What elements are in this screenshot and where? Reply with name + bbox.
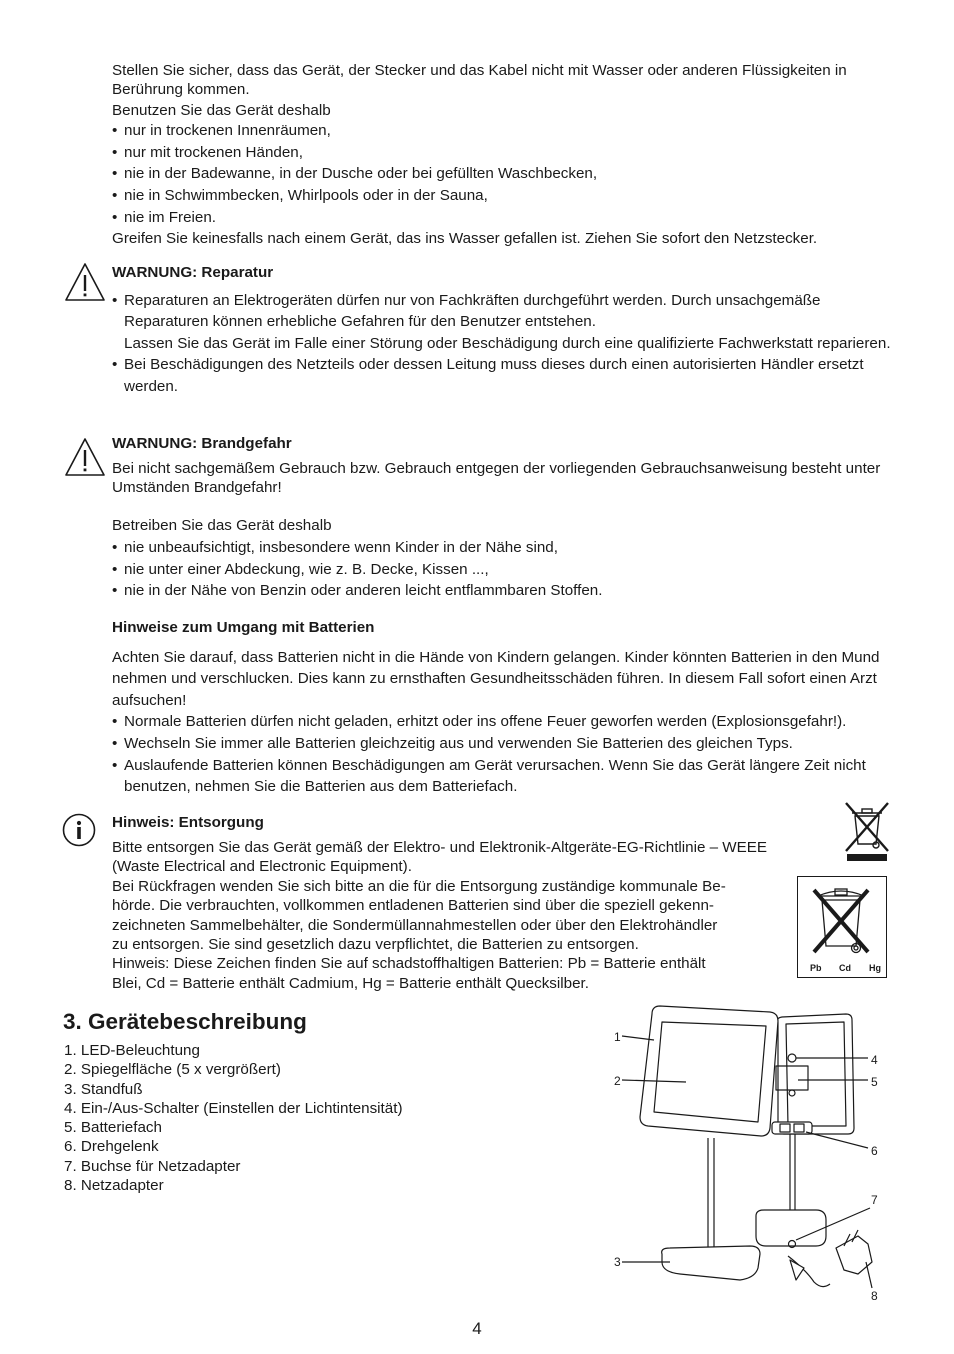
list-item: • nie unter einer Abdeckung, wie z. B. Decke, Kissen ..., xyxy=(112,559,902,581)
warning-fire-text: Bei nicht sachgemäßem Gebrauch bzw. Gebrauch entgegen der vorliegenden Gebrauchsanweisung besteht unter Umständen Brandgefahr! xyxy=(112,459,881,496)
disposal-line: Hinweis: Diese Zeichen finden Sie auf schadstoffhaltigen Batterien: Pb = Batterie enthält xyxy=(112,955,706,973)
warning-fire-lead: Betreiben Sie das Gerät deshalb xyxy=(112,517,332,535)
list-item: 6. Drehgelenk xyxy=(64,1138,159,1156)
disposal-title: Hinweis: Entsorgung xyxy=(112,814,264,831)
weee-crossed-bin-icon xyxy=(843,800,891,862)
list-item: 8. Netzadapter xyxy=(64,1177,164,1195)
warning-repair-title: WARNUNG: Reparatur xyxy=(112,264,274,281)
callout-label: 3 xyxy=(614,1255,621,1269)
list-item: • nie in der Badewanne, in der Dusche oder bei gefüllten Waschbecken, xyxy=(112,163,902,185)
disposal-line: zeichneten Sammelbehälter, die Sondermüllannahmestellen oder über den Elektrohändler xyxy=(112,916,718,934)
battery-notes-title: Hinweise zum Umgang mit Batterien xyxy=(112,619,375,636)
callout-label: 4 xyxy=(871,1053,878,1067)
list-item: • Wechseln Sie immer alle Batterien gleichzeitig aus und verwenden Sie Batterien des gleichen Typs. xyxy=(112,733,912,755)
list-item: • nie in der Nähe von Benzin oder anderen leicht entflammbaren Stoffen. xyxy=(112,580,902,602)
disposal-line: Bei Rückfragen wenden Sie sich bitte an die für die Entsorgung zuständige kommunale Be- xyxy=(112,877,726,895)
list-item: 4. Ein-/Aus-Schalter (Einstellen der Lichtintensität) xyxy=(64,1099,403,1117)
battery-notes-section xyxy=(112,617,912,798)
callout-label: 5 xyxy=(871,1075,878,1089)
list-item: • nie im Freien. xyxy=(112,207,902,229)
list-item: • Normale Batterien dürfen nicht geladen, erhitzt oder ins offene Feuer geworfen werden (Explosionsgefahr!). xyxy=(112,711,912,733)
battery-symbol-cd: Cd xyxy=(839,963,851,973)
battery-notes-text: Achten Sie darauf, dass Batterien nicht in die Hände von Kindern gelangen. Kinder könnten Batterien in den Mund nehmen und verschlucken. Dies kann zu ernsthaften Gesundheitsschäden führen. In diesem Fall sofort einen Arzt aufsuchen! xyxy=(112,648,880,709)
disposal-line: zu entsorgen. Sie sind gesetzlich dazu verpflichtet, die Batterien zu entsorgen. xyxy=(112,936,639,954)
list-item: 5. Batteriefach xyxy=(64,1119,162,1137)
battery-symbol-pb: Pb xyxy=(810,963,822,973)
disposal-line: hörde. Die verbrauchten, vollkommen entladenen Batterien sind über die speziell gekenn- xyxy=(112,897,714,915)
callout-label: 7 xyxy=(871,1193,878,1207)
disposal-line: (Waste Electrical and Electronic Equipment). xyxy=(112,858,412,876)
water-safety-lead: Benutzen Sie das Gerät deshalb xyxy=(112,101,331,119)
section-heading: 3. Gerätebeschreibung xyxy=(63,1009,307,1034)
battery-symbol-box xyxy=(797,876,887,978)
list-item: 1. LED-Beleuchtung xyxy=(64,1042,200,1059)
disposal-line: Blei, Cd = Batterie enthält Cadmium, Hg = Batterie enthält Quecksilber. xyxy=(112,974,589,992)
list-item: • Bei Beschädigungen des Netzteils oder dessen Leitung muss dieses durch einen autorisierten Händler ersetzt werden. xyxy=(112,354,902,397)
battery-symbol-hg: Hg xyxy=(869,963,881,973)
callout-label: 8 xyxy=(871,1289,878,1303)
list-item: • nur in trockenen Innenräumen, xyxy=(112,120,902,142)
list-item: 7. Buchse für Netzadapter xyxy=(64,1157,241,1175)
water-safety-closing: Greifen Sie keinesfalls nach einem Gerät, das ins Wasser gefallen ist. Ziehen Sie sofort den Netzstecker. xyxy=(112,230,818,248)
device-illustration xyxy=(600,1000,900,1300)
water-safety-intro: Stellen Sie sicher, dass das Gerät, der Stecker und das Kabel nicht mit Wasser oder anderen Flüssigkeiten in Berührung kommen. xyxy=(112,62,847,99)
callout-label: 1 xyxy=(614,1030,621,1044)
water-safety-section xyxy=(112,61,902,250)
callout-label: 6 xyxy=(871,1144,878,1158)
warning-fire-section xyxy=(112,433,902,602)
warning-triangle-icon xyxy=(64,262,106,302)
warning-triangle-icon xyxy=(64,437,106,477)
warning-fire-title: WARNUNG: Brandgefahr xyxy=(112,435,292,452)
parts-list xyxy=(64,1041,403,1195)
battery-crossed-bin-icon xyxy=(804,880,882,960)
list-item: 3. Standfuß xyxy=(64,1080,143,1098)
warning-repair-section xyxy=(112,262,902,398)
disposal-line: Bitte entsorgen Sie das Gerät gemäß der Elektro- und Elektronik-Altgeräte-EG-Richtlinie – WEEE xyxy=(112,839,768,856)
list-item: • nie in Schwimmbecken, Whirlpools oder in der Sauna, xyxy=(112,185,902,207)
list-item: • Auslaufende Batterien können Beschädigungen am Gerät verursachen. Wenn Sie das Gerät längere Zeit nicht benutzen, nehmen Sie die Batterien aus dem Batteriefach. xyxy=(112,755,894,798)
list-item: • Reparaturen an Elektrogeräten dürfen nur von Fachkräften durchgeführt werden. Durch unsachgemäße Reparaturen können erhebliche Gefahren für den Benutzer entstehen. xyxy=(112,290,902,333)
disposal-section xyxy=(112,812,832,993)
list-item: 2. Spiegelfläche (5 x vergrößert) xyxy=(64,1061,281,1079)
list-item-continuation: Lassen Sie das Gerät im Falle einer Störung oder Beschädigung durch eine qualifizierte Fachwerkstatt reparieren. xyxy=(124,334,891,352)
callout-label: 2 xyxy=(614,1074,621,1088)
list-item: • nie unbeaufsichtigt, insbesondere wenn Kinder in der Nähe sind, xyxy=(112,537,902,559)
list-item: • nur mit trockenen Händen, xyxy=(112,142,902,164)
info-icon xyxy=(62,813,96,847)
page-number: 4 xyxy=(472,1319,482,1338)
